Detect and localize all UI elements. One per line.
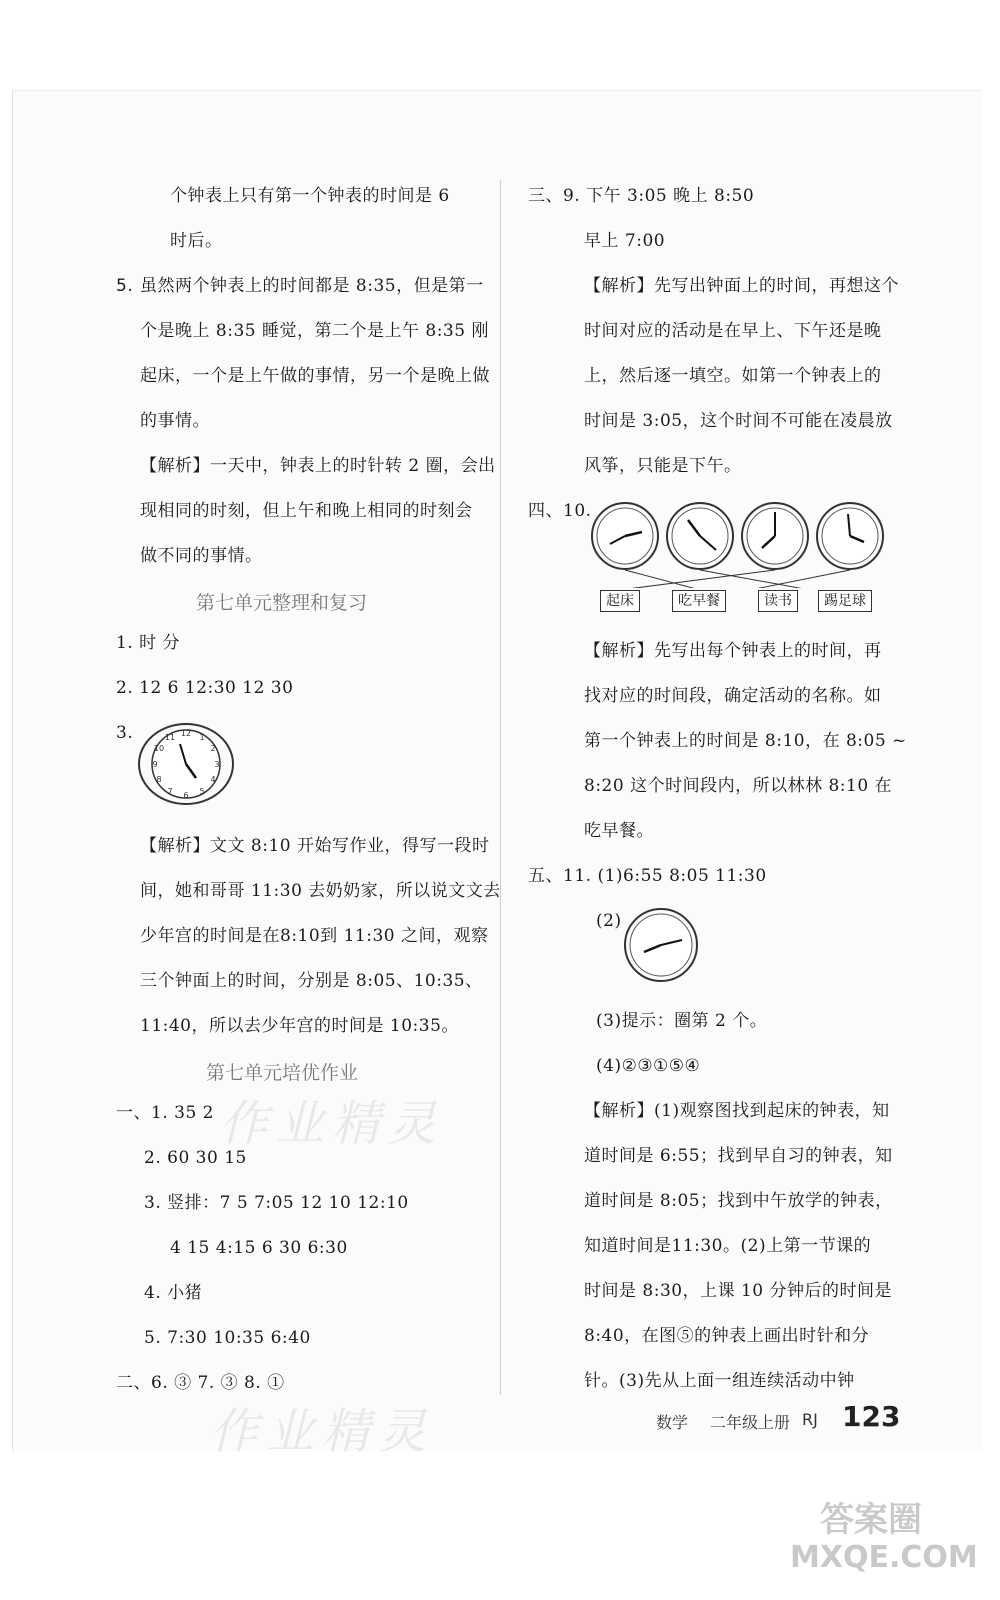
q11-analysis-line-6: 8:40，在图⑤的钟表上画出时针和分 (584, 1326, 870, 1346)
q10-analysis-line-1: 【解析】先写出每个钟表上的时间，再 (584, 641, 882, 661)
q11-answer-4: (4)②③①⑤④ (596, 1056, 701, 1076)
q5-analysis-line-2: 现相同的时刻，但上午和晚上相同的时刻会 (140, 501, 473, 521)
q11-analysis-line-2: 道时间是 6:55；找到早自习的钟表，知 (584, 1146, 893, 1166)
svg-text:5: 5 (199, 787, 205, 796)
review-analysis-line-4: 三个钟面上的时间，分别是 8:05、10:35、 (140, 971, 483, 991)
svg-text:6: 6 (183, 791, 189, 800)
q5-line-4: 的事情。 (140, 411, 210, 431)
site-stamp-url: MXQE.COM (790, 1540, 978, 1575)
svg-text:3: 3 (214, 760, 220, 769)
q5-analysis-text: 一天中，钟表上的时针转 2 圈，会出 (210, 456, 496, 476)
enrich-answer-3b: 4 15 4:15 6 30 6:30 (170, 1238, 348, 1258)
activity-label-4: 踢足球 (818, 590, 872, 612)
enrich-answer-6-8: 二、6. ③ 7. ③ 8. ① (116, 1373, 285, 1393)
q5-analysis-line-1: 【解析】一天中，钟表上的时针转 2 圈，会出 (140, 456, 496, 476)
q11-analysis-line-4: 知道时间是11:30。(2)上第一节课的 (584, 1236, 872, 1256)
review-answer-1: 1. 时 分 (116, 633, 181, 653)
q5-line-3: 起床，一个是上午做的事情，另一个是晚上做 (140, 366, 490, 386)
q5-analysis-line-3: 做不同的事情。 (140, 546, 263, 566)
q9-analysis-line-5: 风筝，只能是下午。 (584, 456, 742, 476)
clock-icon (667, 503, 733, 569)
q9-analysis-text: 先写出钟面上的时间，再想这个 (654, 276, 899, 296)
svg-text:4: 4 (210, 775, 216, 784)
svg-text:2: 2 (210, 744, 216, 753)
enrich-answer-2: 2. 60 30 15 (144, 1148, 247, 1168)
enrich-answer-3: 3. 竖排：7 5 7:05 12 10 12:10 (144, 1193, 409, 1213)
enrich-answer-4: 4. 小猪 (144, 1283, 203, 1303)
q11-answer-1: 五、11. (1)6:55 8:05 11:30 (528, 866, 767, 886)
review-analysis-line-3: 少年宫的时间是在8:10到 11:30 之间，观察 (140, 926, 489, 946)
q9-analysis-line-4: 时间是 3:05，这个时间不可能在凌晨放 (584, 411, 893, 431)
activity-label-2: 吃早餐 (672, 590, 726, 612)
clock-icon (622, 906, 700, 984)
q9-answer-b: 早上 7:00 (584, 231, 666, 251)
watermark-2: 作业精灵 (210, 1404, 435, 1460)
footer-grade: 二年级上册 (710, 1413, 791, 1432)
analysis-tag: 解析 (157, 836, 193, 856)
q9-analysis-line-2: 时间对应的活动是在早上、下午还是晚 (584, 321, 882, 341)
watermark-1: 作业精灵 (220, 1096, 445, 1152)
q11-analysis-line-7: 针。(3)先从上面一组连续活动中钟 (584, 1371, 855, 1391)
analysis-tag: 解析 (157, 456, 193, 476)
q10-analysis-line-3: 第一个钟表上的时间是 8:10，在 8:05 ~ (584, 731, 907, 751)
clock-icon (592, 503, 658, 569)
q10-analysis-line-5: 吃早餐。 (584, 821, 654, 841)
review-analysis-line-1: 【解析】文文 8:10 开始写作业，得写一段时 (140, 836, 490, 856)
column-divider (500, 180, 501, 1395)
q10-clock-row (590, 498, 890, 588)
left-line-2: 时后。 (170, 231, 223, 251)
q10-analysis-line-2: 找对应的时间段，确定活动的名称。如 (584, 686, 882, 706)
q5-line-2: 个是晚上 8:35 睡觉，第二个是上午 8:35 刚 (140, 321, 489, 341)
q11-answer-2: (2) (596, 911, 622, 931)
clock-icon (136, 720, 236, 808)
enrich-answer-1: 一、1. 35 2 (116, 1103, 214, 1123)
review-answer-2: 2. 12 6 12:30 12 30 (116, 678, 294, 698)
analysis-tag: 解析 (601, 276, 637, 296)
activity-label-1: 起床 (600, 590, 640, 612)
analysis-tag: 解析 (601, 641, 637, 661)
analysis-tag: 解析 (601, 1101, 637, 1121)
page-number: 123 (842, 1400, 901, 1433)
review-analysis-line-2: 间，她和哥哥 11:30 去奶奶家，所以说文文去 (140, 881, 501, 901)
clock-icon (817, 503, 883, 569)
q10-analysis-line-4: 8:20 这个时间段内，所以林林 8:10 在 (584, 776, 893, 796)
svg-text:8: 8 (156, 775, 162, 784)
clock-icon (742, 503, 808, 569)
svg-text:9: 9 (152, 760, 158, 769)
q11-analysis-line-5: 时间是 8:30，上课 10 分钟后的时间是 (584, 1281, 893, 1301)
q5-line-1: 虽然两个钟表上的时间都是 8:35，但是第一 (140, 276, 484, 296)
q9-answer: 三、9. 下午 3:05 晚上 8:50 (528, 186, 755, 206)
q11-analysis-line-3: 道时间是 8:05；找到中午放学的钟表， (584, 1191, 893, 1211)
q11-analysis-line-1: 【解析】(1)观察图找到起床的钟表，知 (584, 1101, 890, 1121)
svg-text:7: 7 (167, 787, 173, 796)
review-analysis-text: 文文 8:10 开始写作业，得写一段时 (210, 836, 490, 856)
footer-edition: RJ (802, 1410, 818, 1429)
q11-answer-3: (3)提示：圈第 2 个。 (596, 1011, 768, 1031)
review-analysis-line-5: 11:40，所以去少年宫的时间是 10:35。 (140, 1016, 459, 1036)
q9-analysis-line-1: 【解析】先写出钟面上的时间，再想这个 (584, 276, 899, 296)
activity-label-3: 读书 (758, 590, 798, 612)
review-answer-3: 3. (116, 723, 134, 743)
footer-subject: 数学 (656, 1413, 689, 1432)
svg-text:1: 1 (199, 733, 205, 742)
q10-number: 四、10. (528, 501, 592, 521)
enrich-answer-5: 5. 7:30 10:35 6:40 (144, 1328, 311, 1348)
site-stamp-logo: 答案圈 (820, 1500, 922, 1540)
svg-text:10: 10 (153, 744, 165, 753)
svg-text:11: 11 (164, 733, 176, 742)
svg-text:12: 12 (180, 729, 192, 738)
q11-analysis-text: (1)观察图找到起床的钟表，知 (654, 1101, 890, 1121)
left-line-1: 个钟表上只有第一个钟表的时间是 6 (170, 186, 450, 206)
section-title-review: 第七单元整理和复习 (196, 592, 368, 614)
q9-analysis-line-3: 上，然后逐一填空。如第一个钟表上的 (584, 366, 882, 386)
section-title-enrichment: 第七单元培优作业 (206, 1062, 359, 1084)
q5-number: 5. (116, 276, 134, 296)
q10-analysis-text: 先写出每个钟表上的时间，再 (654, 641, 882, 661)
